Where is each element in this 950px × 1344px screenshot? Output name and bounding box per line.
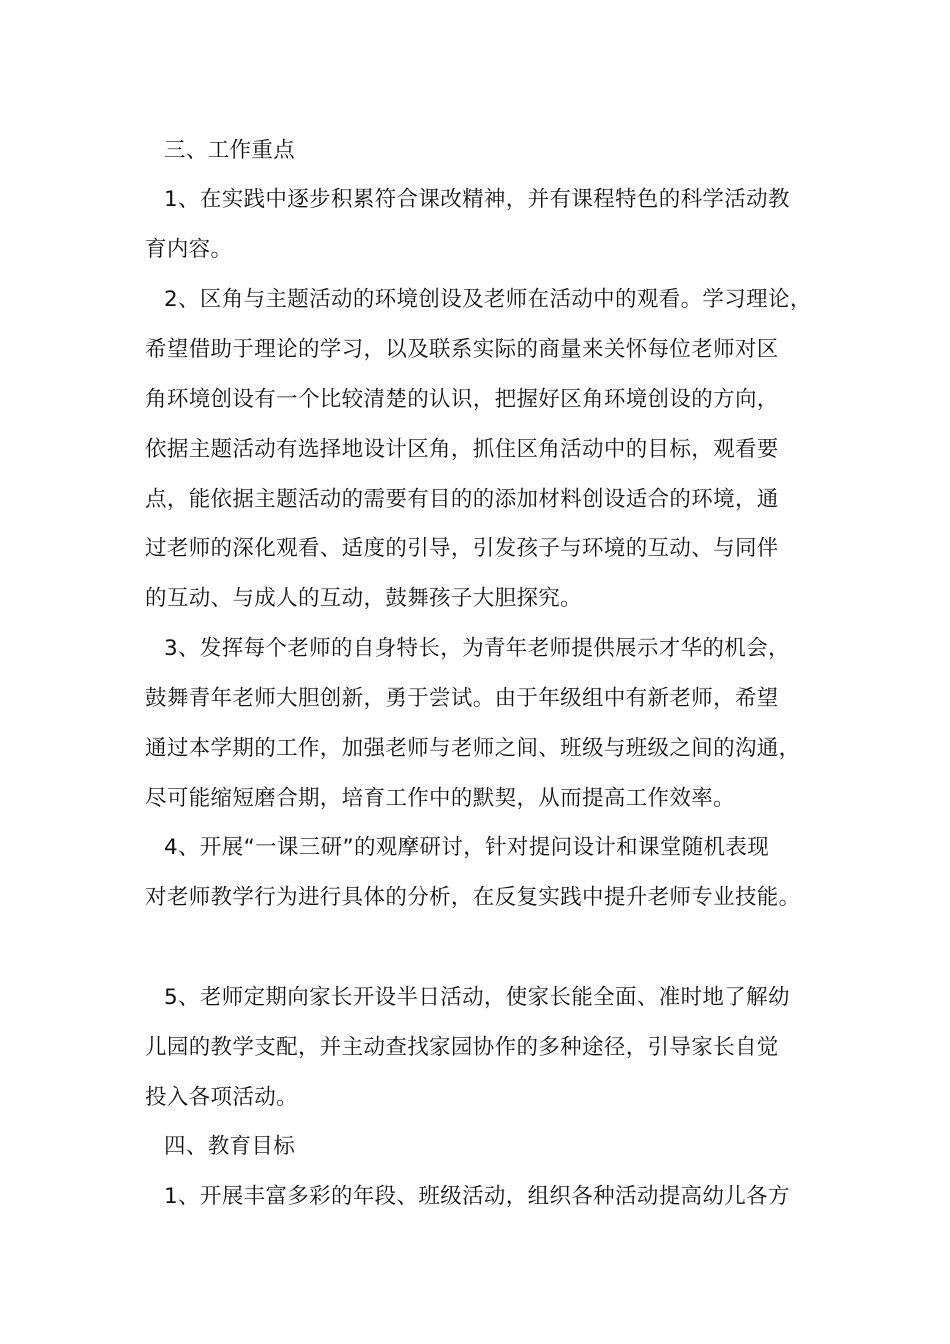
- paragraph-line: 通过本学期的工作，加强老师与老师之间、班级与班级之间的沟通，: [145, 736, 801, 761]
- section-heading-work-focus: 三、工作重点: [164, 138, 296, 163]
- paragraph-line: 4、开展“一课三研”的观摩研讨，针对提问设计和课堂随机表现: [164, 835, 770, 860]
- paragraph-line: 儿园的教学支配，并主动查找家园协作的多种途径，引导家长自觉: [145, 1035, 779, 1060]
- paragraph-line: 尽可能缩短磨合期，培育工作中的默契，从而提高工作效率。: [145, 786, 735, 811]
- paragraph-line: 的互动、与成人的互动，鼓舞孩子大胆探究。: [145, 586, 583, 611]
- paragraph-line: 1、在实践中逐步积累符合课改精神，并有课程特色的科学活动教: [164, 187, 790, 212]
- paragraph-line: 鼓舞青年老师大胆创新，勇于尝试。由于年级组中有新老师，希望: [145, 686, 779, 711]
- paragraph-line: 投入各项活动。: [145, 1085, 298, 1110]
- paragraph-line: 育内容。: [145, 237, 233, 262]
- paragraph-line: 2、区角与主题活动的环境创设及老师在活动中的观看。学习理论，: [164, 287, 812, 312]
- paragraph-line: 希望借助于理论的学习，以及联系实际的商量来关怀每位老师对区: [145, 337, 779, 362]
- paragraph-line: 对老师教学行为进行具体的分析，在反复实践中提升老师专业技能。: [145, 885, 801, 910]
- paragraph-line: 点，能依据主题活动的需要有目的的添加材料创设适合的环境，通: [145, 487, 779, 512]
- section-heading-education-goals: 四、教育目标: [164, 1134, 296, 1159]
- paragraph-line: 依据主题活动有选择地设计区角，抓住区角活动中的目标，观看要: [145, 437, 779, 462]
- paragraph-line: 过老师的深化观看、适度的引导，引发孩子与环境的互动、与同伴: [145, 536, 779, 561]
- paragraph-line: 1、开展丰富多彩的年段、班级活动，组织各种活动提高幼儿各方: [164, 1184, 790, 1209]
- paragraph-line: 5、老师定期向家长开设半日活动，使家长能全面、准时地了解幼: [164, 985, 790, 1010]
- paragraph-line: 角环境创设有一个比较清楚的认识，把握好区角环境创设的方向，: [145, 387, 779, 412]
- paragraph-line: 3、发挥每个老师的自身特长，为青年老师提供展示才华的机会，: [164, 636, 790, 661]
